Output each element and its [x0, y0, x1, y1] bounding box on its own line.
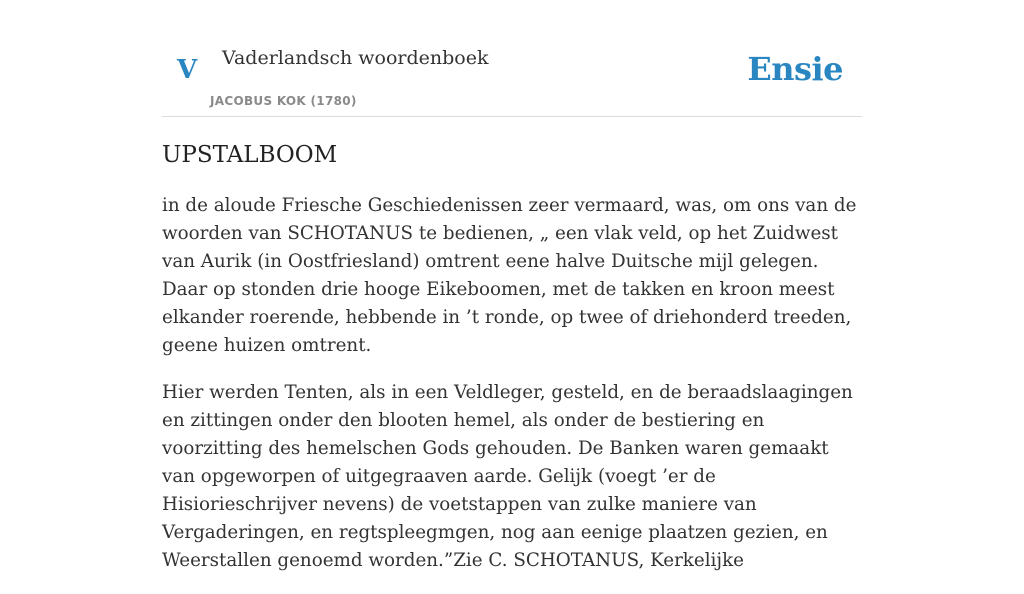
entry-paragraph: in de aloude Friesche Geschiedenissen zeer vermaard, was, om ons van de woorden van SCHOTANUS te bedienen, „ een vlak veld, op het Zuidwest van Aurik (in Oostfriesland) omtrent eene halve Duitsche mijl gelegen. Daar op stonden drie hooge Eikeboomen, met de takken en kroon meest elkander roerende, hebbende in ’t ronde, op twee of driehonderd treeden, geene huizen omtrent.: [162, 195, 857, 356]
author-line: JACOBUS KOK (1780): [210, 94, 357, 108]
book-title[interactable]: Vaderlandsch woordenboek: [222, 47, 489, 69]
header: [162, 0, 862, 117]
site-logo[interactable]: Ensie: [747, 50, 843, 88]
entry-body: [162, 192, 864, 594]
content-container: [162, 0, 862, 571]
entry-paragraph: Hier werden Tenten, als in een Veldleger, gesteld, en de beraadslaagingen en zittingen onder den blooten hemel, als onder de bestiering en voorzitting des hemelschen Gods gehouden. De Banken waren gemaakt van opgeworpen of uitgegraaven aarde. Gelijk (voegt ’er de Hisiorieschrijver nevens) de voetstappen van zulke maniere van Vergaderingen, en regtspleegmgen, nog aan eenige plaatzen gezien, en Weerstallen genoemd worden.”Zie C. SCHOTANUS, Kerkelijke: [162, 382, 853, 571]
index-letter[interactable]: V: [177, 55, 198, 85]
entry-headword: UPSTALBOOM: [162, 142, 338, 168]
